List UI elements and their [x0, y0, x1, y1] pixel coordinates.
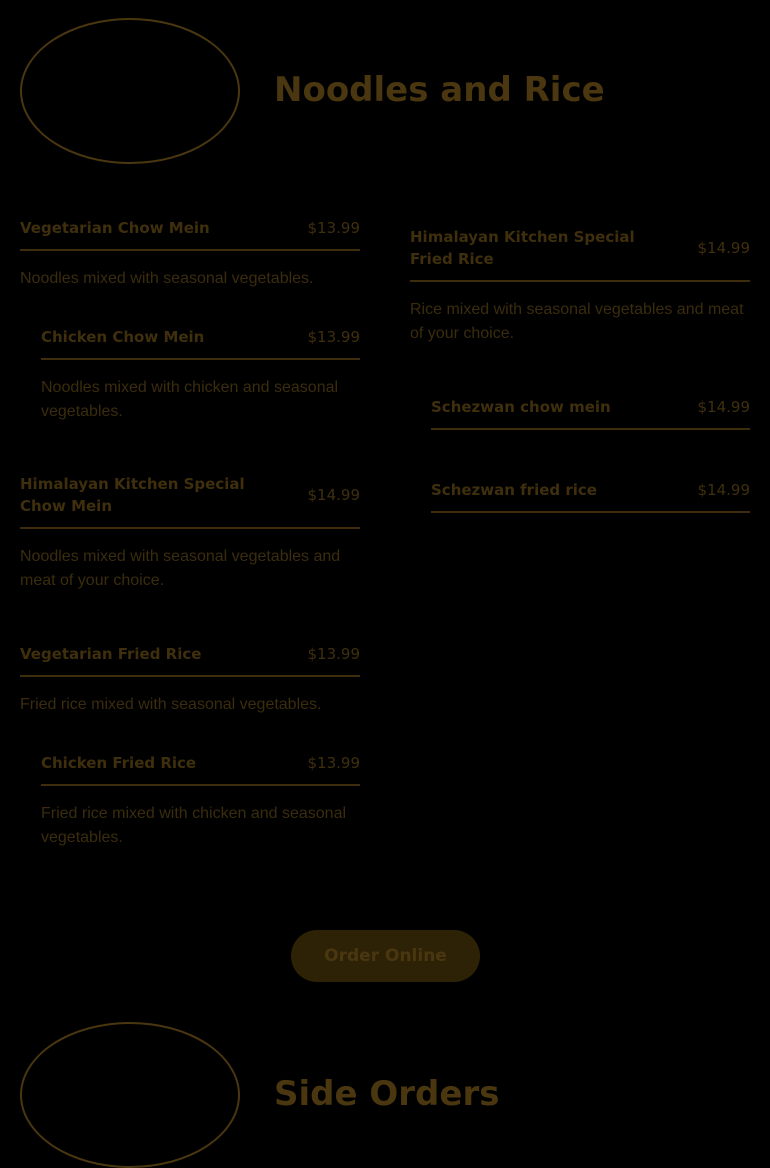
section-title: Side Orders	[274, 1074, 500, 1114]
menu-item-header	[431, 479, 750, 513]
section-image-placeholder	[20, 18, 240, 164]
menu-item-name: Chicken Chow Mein	[41, 328, 205, 346]
menu-item-header	[41, 326, 360, 360]
menu-item-name: Schezwan fried rice	[431, 481, 597, 499]
menu-item	[431, 396, 750, 430]
order-online-button[interactable]: Order Online	[291, 930, 480, 982]
section-image-placeholder	[20, 1022, 240, 1168]
menu-item-price: $14.99	[307, 486, 360, 504]
menu-item	[20, 217, 360, 291]
menu-item-name: Himalayan Kitchen Special Fried Rice	[410, 228, 635, 268]
menu-item-header	[20, 473, 360, 529]
menu-item-price: $13.99	[307, 754, 360, 772]
menu-item-description: Rice mixed with seasonal vegetables and meat of your choice.	[410, 301, 744, 342]
menu-item-description: Fried rice mixed with seasonal vegetables.	[20, 696, 322, 713]
menu-item-header	[20, 217, 360, 251]
menu-item-header	[410, 226, 750, 282]
menu-item-description: Noodles mixed with chicken and seasonal vegetables.	[41, 379, 339, 420]
menu-item-price: $14.99	[697, 239, 750, 257]
menu-item-header	[41, 752, 360, 786]
menu-item-description: Noodles mixed with seasonal vegetables and meat of your choice.	[20, 548, 341, 589]
menu-item-price: $13.99	[307, 328, 360, 346]
menu-item-name: Himalayan Kitchen Special Chow Mein	[20, 475, 245, 515]
menu-item-name: Vegetarian Chow Mein	[20, 219, 210, 237]
menu-item	[20, 473, 360, 593]
menu-item	[41, 752, 360, 850]
menu-item-price: $13.99	[307, 219, 360, 237]
menu-item-header	[431, 396, 750, 430]
menu-item	[410, 226, 750, 346]
menu-item-price: $14.99	[697, 398, 750, 416]
menu-item-price: $13.99	[307, 645, 360, 663]
menu-item-price: $14.99	[697, 481, 750, 499]
menu-item	[431, 479, 750, 513]
menu-item	[20, 643, 360, 717]
menu-item	[41, 326, 360, 424]
menu-item-header	[20, 643, 360, 677]
menu-item-name: Chicken Fried Rice	[41, 754, 197, 772]
menu-item-description: Noodles mixed with seasonal vegetables.	[20, 270, 314, 287]
section-title: Noodles and Rice	[274, 70, 605, 110]
menu-item-name: Vegetarian Fried Rice	[20, 645, 202, 663]
menu-item-name: Schezwan chow mein	[431, 398, 611, 416]
menu-item-description: Fried rice mixed with chicken and seasonal vegetables.	[41, 805, 347, 846]
